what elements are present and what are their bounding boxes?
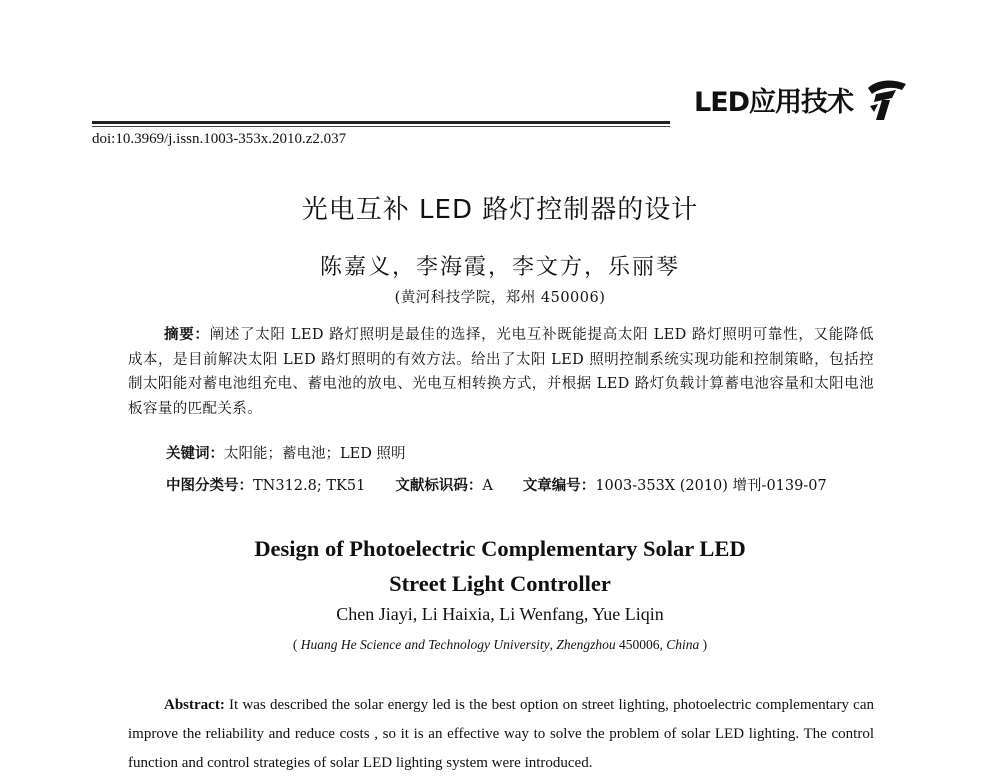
led-lamp-logo-icon	[862, 76, 910, 122]
journal-section-brand: LED应用技术	[694, 87, 854, 118]
affil-paren-close: )	[699, 637, 708, 652]
article-no-value: 1003-353X (2010) 增刊-0139-07	[595, 478, 827, 494]
affil-university: Huang He Science and Technology University	[300, 637, 550, 652]
cn-abstract-text: 阐述了太阳 LED 路灯照明是最佳的选择，光电互补既能提高太阳 LED 路灯照明可靠性，又能降低成本，是目前解决太阳 LED 路灯照明的有效方法。给出了太阳 LED 照明控制系统实现功能和控制策略，包括控制太阳能对蓄电池组充电、蓄电池的放电、光电互相转换方式，并根据 LED 路灯负载计算蓄电池容量和太阳电池板容量的匹配关系。	[128, 327, 875, 417]
affil-postcode: 450006,	[615, 637, 667, 652]
doi-line: doi:10.3969/j.issn.1003-353x.2010.z2.037	[92, 131, 347, 147]
cn-paper-title: 光电互补 LED 路灯控制器的设计	[301, 195, 699, 225]
en-abstract	[128, 691, 874, 771]
header-rule-thin	[92, 126, 670, 127]
en-title-line-2: Street Light Controller	[389, 571, 611, 596]
cn-keywords-label: 关键词：	[166, 446, 224, 462]
affil-paren-open: (	[292, 637, 301, 652]
doc-code-label: 文献标识码：	[395, 478, 483, 494]
affil-city: Zhengzhou	[556, 637, 616, 652]
en-affiliation	[0, 637, 1000, 653]
cn-abstract-label: 摘要：	[164, 327, 210, 343]
en-abstract-text: It was described the solar energy led is the best option on street lighting, photoelectric complementary can improve the reliability and reduce costs , so it is an effective way to solve the problem of solar LED lighting. The control function and control strategies of solar LED lighting system were introduced.	[128, 697, 874, 771]
cn-authors: 陈嘉义，李海霞，李文方，乐丽琴	[319, 255, 680, 280]
cn-keywords	[166, 442, 405, 463]
article-no-label: 文章编号：	[522, 478, 596, 494]
cn-affiliation: (黄河科技学院，郑州 450006)	[394, 290, 606, 306]
cn-abstract	[128, 323, 874, 421]
en-abstract-label: Abstract:	[164, 697, 225, 713]
en-paper-title	[0, 531, 1000, 601]
en-title-line-1: Design of Photoelectric Complementary Solar LED	[254, 536, 746, 561]
en-authors: Chen Jiayi, Li Haixia, Li Wenfang, Yue Liqin	[336, 604, 664, 624]
cn-classification-line	[166, 474, 827, 495]
clc-label: 中图分类号：	[166, 478, 253, 494]
header-rule-thick	[92, 121, 670, 124]
doc-code-value: A	[482, 478, 493, 494]
cn-keywords-text: 太阳能；蓄电池；LED 照明	[224, 446, 406, 462]
clc-value: TN312.8; TK51	[253, 478, 366, 494]
affil-sep: ,	[549, 637, 557, 652]
affil-country: China	[666, 637, 700, 652]
